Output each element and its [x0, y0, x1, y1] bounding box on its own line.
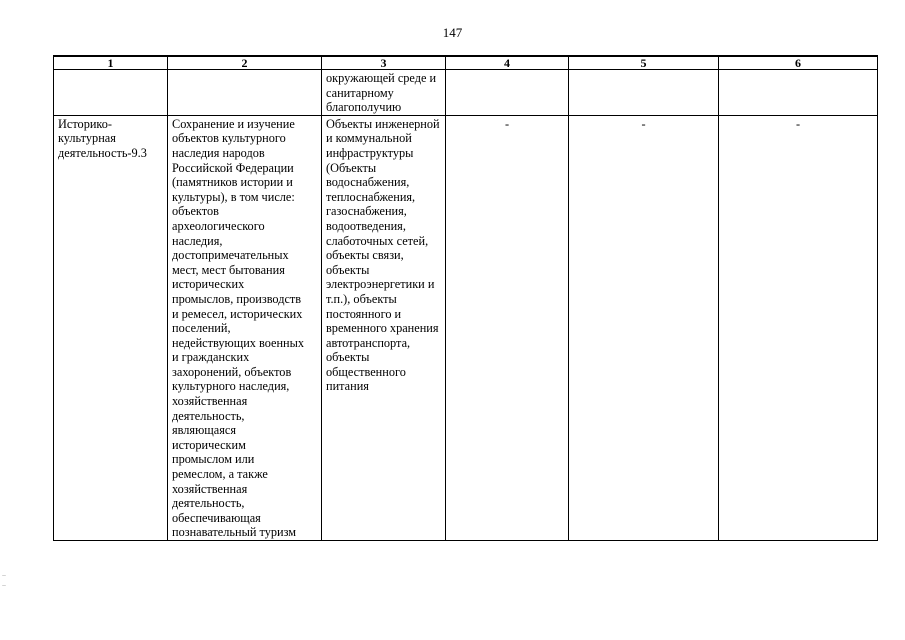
zone-name-cell: Историко- культурная деятельность-9.3 — [54, 115, 168, 540]
table-cell — [54, 70, 168, 116]
column-header-4: 4 — [446, 56, 569, 70]
column-header-1: 1 — [54, 56, 168, 70]
table-cell: - — [569, 115, 719, 540]
use-description-cell: Сохранение и изучение объектов культурного наследия народов Российской Федерации (памятников истории и культуры), в том числе: объектов археологического наследия, достопримечательных мест, мест бытования исторических промыслов, производств и ремесел, исторических поселений, недействующих военных и гражданских захоронений, объектов культурного наследия, хозяйственная деятельность, являющаяся историческим промыслом или ремеслом, а также хозяйственная деятельность, обеспечивающая познавательный туризм — [168, 115, 322, 540]
column-header-2: 2 — [168, 56, 322, 70]
header-row — [54, 56, 878, 70]
table-cell — [446, 70, 569, 116]
zoning-table — [53, 55, 878, 541]
margin-mark: — — [2, 573, 6, 578]
column-header-5: 5 — [569, 56, 719, 70]
table-cell: - — [446, 115, 569, 540]
column-header-3: 3 — [322, 56, 446, 70]
table-cell — [569, 70, 719, 116]
table-cell — [719, 70, 878, 116]
table-cell — [168, 70, 322, 116]
page-number: 147 — [442, 25, 463, 40]
table-cell: окружающей среде и санитарному благополучию — [322, 70, 446, 116]
margin-mark: — — [2, 583, 6, 588]
column-header-6: 6 — [719, 56, 878, 70]
table-row — [54, 115, 878, 540]
table-cell: - — [719, 115, 878, 540]
table-row — [54, 70, 878, 116]
auxiliary-objects-cell: Объекты инженерной и коммунальной инфраструктуры (Объекты водоснабжения, теплоснабжения, газоснабжения, водоотведения, слаботочных сетей, объекты связи, объекты электроэнергетики и т.п.), объекты постоянного и временного хранения автотранспорта, объекты общественного питания — [322, 115, 446, 540]
